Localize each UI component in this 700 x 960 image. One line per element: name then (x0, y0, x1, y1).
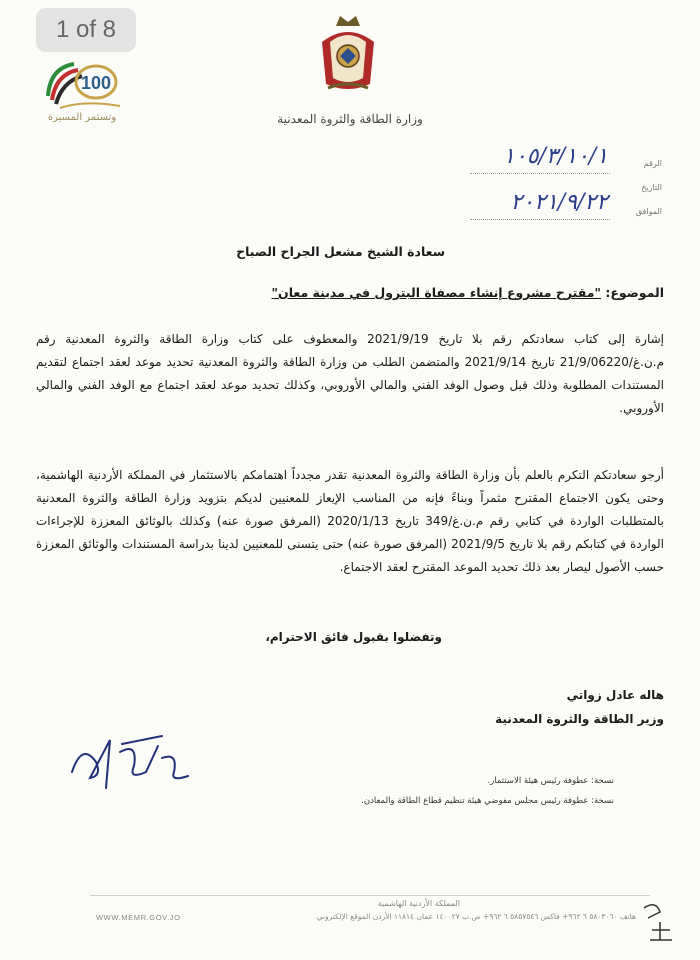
ministry-name: وزارة الطاقة والثروة المعدنية (277, 112, 423, 126)
signatory-title: وزير الطاقة والثروة المعدنية (495, 712, 664, 726)
footer-kingdom: المملكة الأردنية الهاشمية (377, 899, 460, 908)
reference-number: ١٠٥/٣/١٠/١ (503, 144, 608, 169)
footer-divider (90, 895, 650, 896)
hijri-date-label: الموافق (635, 207, 662, 216)
signatory-name: هاله عادل زواتي (566, 688, 664, 702)
centennial-number: 100 (80, 73, 112, 93)
subject-text: "مقترح مشروع إنشاء مصفاة البترول في مدينة معان" (271, 285, 601, 300)
page-counter-label: 1 of 8 (55, 16, 117, 43)
handwritten-signature-icon (62, 732, 212, 792)
centennial-logo (40, 56, 124, 130)
date-label: التاريخ (641, 183, 662, 192)
reference-labels (612, 152, 662, 224)
addressee: سعادة الشيخ مشعل الجراح الصباح (236, 244, 445, 259)
letter-date: ٢٠٢١/٩/٢٢ (510, 190, 608, 215)
page-counter (36, 8, 136, 52)
cc-line-2: نسخة: عطوفة رئيس مجلس مفوضي هيئة تنظيم قطاع الطاقة والمعادن. (361, 796, 614, 806)
subject-line (272, 285, 664, 300)
body-paragraph-2: أرجو سعادتكم التكرم بالعلم بأن وزارة الطاقة والثروة المعدنية تقدر مجدداً اهتمامكم بالاستثمار في المملكة الأردنية الهاشمية، وحتى يكون الاجتماع المقترح مثمراً وبناءً فإنه من المناسب الإيعاز للمعنيين لديكم بتزويد وزارة الطاقة والثروة المعدنية بالمتطلبات الواردة في كتابي رقم م.ن.غ/349 تاريخ 2020/1/13 (المرفق صورة عنه) وكذلك بالوثائق المعززة للإجراءات الواردة في كتابكم رقم بلا تاريخ 2021/9/5 (المرفق صورة عنه) حتى يتسنى للمعنيين لدينا بدراسة المستندات والوثائق المعززة حسب الأصول ليصار بعد ذلك تحديد الموعد المقترح لعقد الاجتماع. (36, 468, 664, 574)
cc-line-1: نسخة: عطوفة رئيس هيئة الاستثمار. (487, 776, 614, 786)
reference-number-label: الرقم (643, 159, 662, 168)
reference-dotted-line (470, 173, 610, 174)
footer-contact: هاتف ٥٨٠٣٠٦٠ ٦ ٩٦٢+ فاكس ٥٨٥٧٥٤٦ ٦ ٩٦٢+ ص.ب ١٤٠٠٢٧ عمان ١١٨١٤ الأردن الموقع الإلكتروني (316, 912, 636, 921)
jordan-coat-of-arms-icon (318, 12, 378, 94)
subject-label: الموضوع: (605, 285, 664, 300)
closing-salutation: وتفضلوا بقبول فائق الاحترام، (265, 630, 442, 644)
footer-website: WWW.MEMR.GOV.JO (96, 913, 181, 922)
body-paragraph-1: إشارة إلى كتاب سعادتكم رقم بلا تاريخ 2021/9/19 والمعطوف على كتاب وزارة الطاقة والثروة المعدنية رقم م.ن.غ/21/9/06220 تاريخ 2021/9/14 والمتضمن الطلب من وزارة الطاقة والثروة المعدنية تحديد موعد لعقد اجتماع لتقديم المستندات المطلوبة وذلك قبل وصول الوفد الفني والمالي الأوروبي، وكذلك تحديد موعد لعقد اجتماع مع الوفد الفني والمالي الأوروبي. (36, 332, 664, 415)
handwritten-mark-icon (638, 896, 678, 946)
centennial-tagline: وتستمر المسيرة (47, 112, 117, 123)
date-dotted-line (470, 219, 610, 220)
centennial-emblem-icon (40, 56, 124, 112)
